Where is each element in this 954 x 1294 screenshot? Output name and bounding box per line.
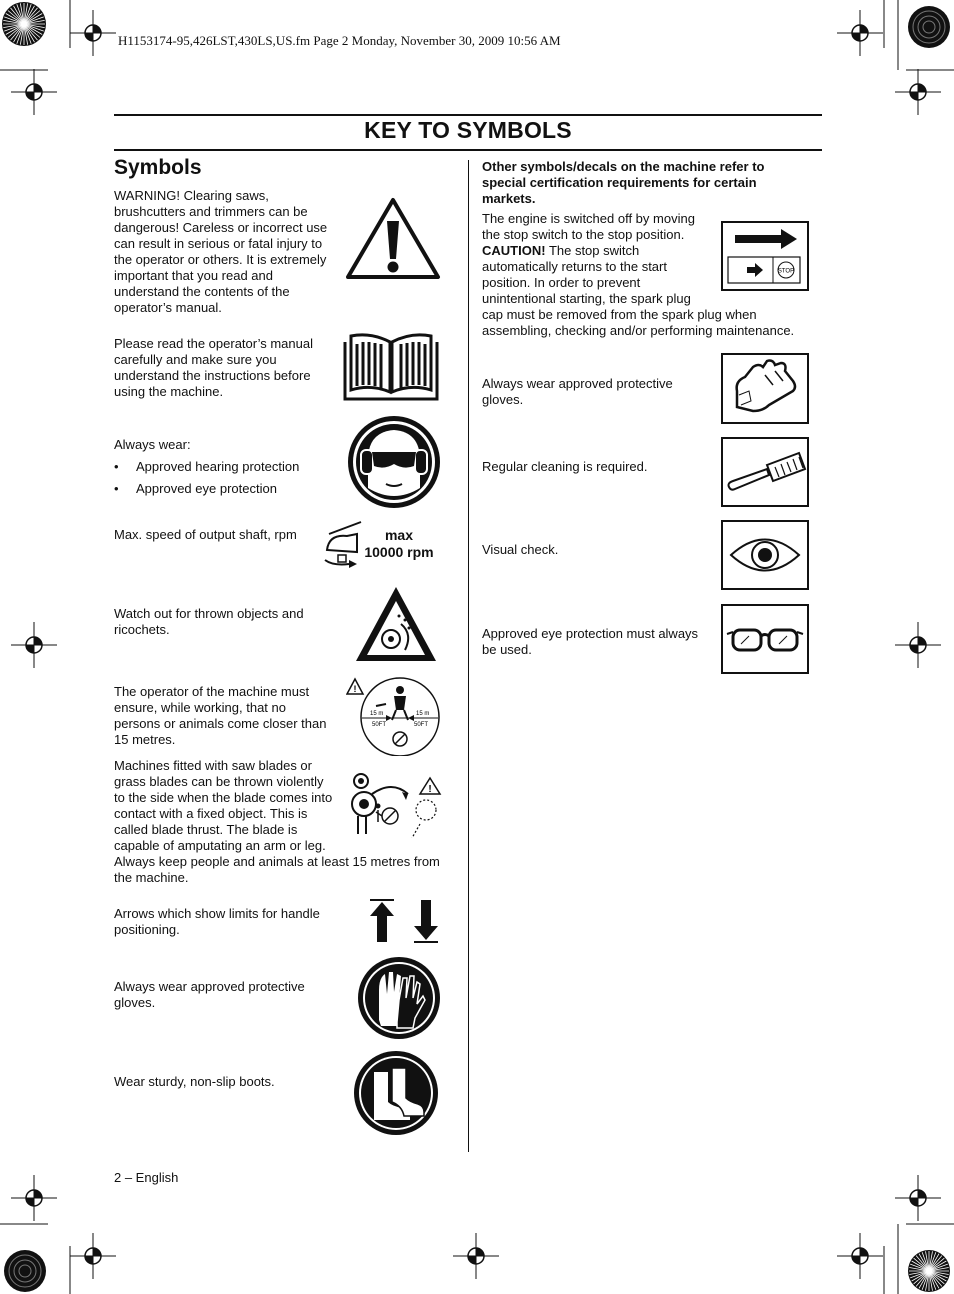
- warning-text: WARNING! Clearing saws, brushcutters and trimmers can be dangerous! Careless or incorrect use can result in serious or fatal injury to the operator or others. It is extremely important that you read and understand the contents of the operator’s manual.: [114, 188, 328, 315]
- distance-ft-right: 50FT: [414, 722, 429, 728]
- crosshair-mark-icon: [835, 1231, 885, 1281]
- thrown-objects-text: Watch out for thrown objects and ricochets.: [114, 606, 304, 637]
- page-title: KEY TO SYMBOLS: [364, 117, 572, 143]
- crosshair-mark-icon: [835, 8, 885, 58]
- file-header: H1153174-95,426LST,430LS,US.fm Page 2 Monday, November 30, 2009 10:56 AM: [118, 33, 561, 48]
- other-symbols-intro: Other symbols/decals on the machine refer to special certification requirements for certain markets.: [482, 159, 765, 206]
- distance-m-right: 15 m: [416, 711, 430, 717]
- warning-triangle-icon: [345, 197, 441, 281]
- distance-m-left: 15 m: [370, 711, 384, 717]
- crosshair-mark-icon: [9, 620, 59, 670]
- crosshair-mark-icon: [893, 620, 943, 670]
- boots-text: Wear sturdy, non-slip boots.: [114, 1074, 275, 1089]
- corner-dial-icon: [906, 4, 952, 50]
- book-icon: [341, 330, 441, 402]
- column-divider: [468, 160, 469, 1152]
- page-number: 2 – English: [114, 1170, 179, 1185]
- rpm-label-block: [360, 527, 438, 561]
- safety-distance-icon: [346, 676, 444, 756]
- always-wear-block: [114, 437, 334, 497]
- cleaning-text: Regular cleaning is required.: [482, 459, 648, 474]
- corner-dial-icon: [0, 0, 48, 48]
- always-wear-label: Always wear:: [114, 437, 191, 452]
- blade-thrust-text: Machines fitted with saw blades or grass blades can be thrown violently to the side when the blade comes into contact with a fixed object. This is called blade thrust. The blade is capable of amputating an arm or leg.: [114, 758, 333, 853]
- stop-switch-text-2: The stop switch automatically returns to the start position. In order to prevent unintentional starting, the spark plug: [482, 243, 691, 306]
- cleaning-decal: [721, 437, 809, 507]
- stop-switch-block: [482, 211, 704, 307]
- title-rule-bottom: [114, 149, 822, 151]
- crosshair-mark-icon: [893, 1173, 943, 1223]
- ppe-list: [114, 459, 334, 497]
- visual-check-text: Visual check.: [482, 542, 559, 557]
- eye-protection-decal: [721, 604, 809, 674]
- stop-switch-text-1: The engine is switched off by moving the stop switch to the stop position.: [482, 211, 695, 242]
- crosshair-mark-icon: [451, 1231, 501, 1281]
- list-item: • Approved eye protection: [114, 481, 334, 497]
- distance-ft-left: 50FT: [372, 722, 387, 728]
- arrows-text: Arrows which show limits for handle positioning.: [114, 906, 320, 937]
- crosshair-mark-icon: [9, 1173, 59, 1223]
- section-title: Symbols: [114, 156, 202, 179]
- max-speed-text: Max. speed of output shaft, rpm: [114, 527, 297, 542]
- stop-switch-text-3: cap must be removed from the spark plug when assembling, checking and/or performing maintenance.: [482, 307, 795, 338]
- manual-text: Please read the operator’s manual carefully and make sure you understand the instructions before using the machine.: [114, 336, 313, 399]
- corner-dial-icon: [2, 1248, 48, 1294]
- crosshair-mark-icon: [893, 67, 943, 117]
- svg-text:!: !: [353, 684, 357, 694]
- distance-text: The operator of the machine must ensure, while working, that no persons or animals come closer than 15 metres.: [114, 684, 327, 747]
- corner-dial-icon: [906, 1248, 952, 1294]
- blade-thrust-icon: [348, 772, 442, 838]
- rpm-value: 10000 rpm: [364, 544, 434, 560]
- eye-icon: [723, 522, 807, 588]
- trimmer-rpm-icon: [323, 520, 363, 568]
- safety-glasses-icon: [723, 606, 807, 672]
- right-gloves-text: Always wear approved protective gloves.: [482, 376, 673, 407]
- stop-label: STOP: [777, 268, 795, 275]
- right-gloves-decal: [721, 353, 809, 424]
- brush-icon: [723, 439, 807, 505]
- stop-switch-decal: [721, 221, 809, 291]
- blade-thrust-continued: Always keep people and animals at least 15 metres from the machine.: [114, 854, 440, 885]
- crosshair-mark-icon: [9, 67, 59, 117]
- glove-icon: [723, 355, 807, 422]
- crosshair-mark-icon: [68, 1231, 118, 1281]
- list-item: • Approved hearing protection: [114, 459, 334, 475]
- stop-switch-icon: [723, 223, 807, 289]
- max-label: max: [384, 527, 414, 543]
- boots-icon: [352, 1050, 440, 1136]
- caution-label: CAUTION!: [482, 243, 546, 258]
- handle-limit-arrows-icon: [366, 898, 442, 944]
- svg-text:!: !: [428, 784, 432, 795]
- crosshair-mark-icon: [68, 8, 118, 58]
- title-rule-top: [114, 114, 822, 116]
- gloves-text: Always wear approved protective gloves.: [114, 979, 305, 1010]
- gloves-icon: [357, 956, 441, 1040]
- thrown-objects-icon: [353, 584, 439, 664]
- visual-check-decal: [721, 520, 809, 590]
- hearing-eye-protection-icon: [346, 414, 442, 510]
- eye-protection-text: Approved eye protection must always be used.: [482, 626, 699, 657]
